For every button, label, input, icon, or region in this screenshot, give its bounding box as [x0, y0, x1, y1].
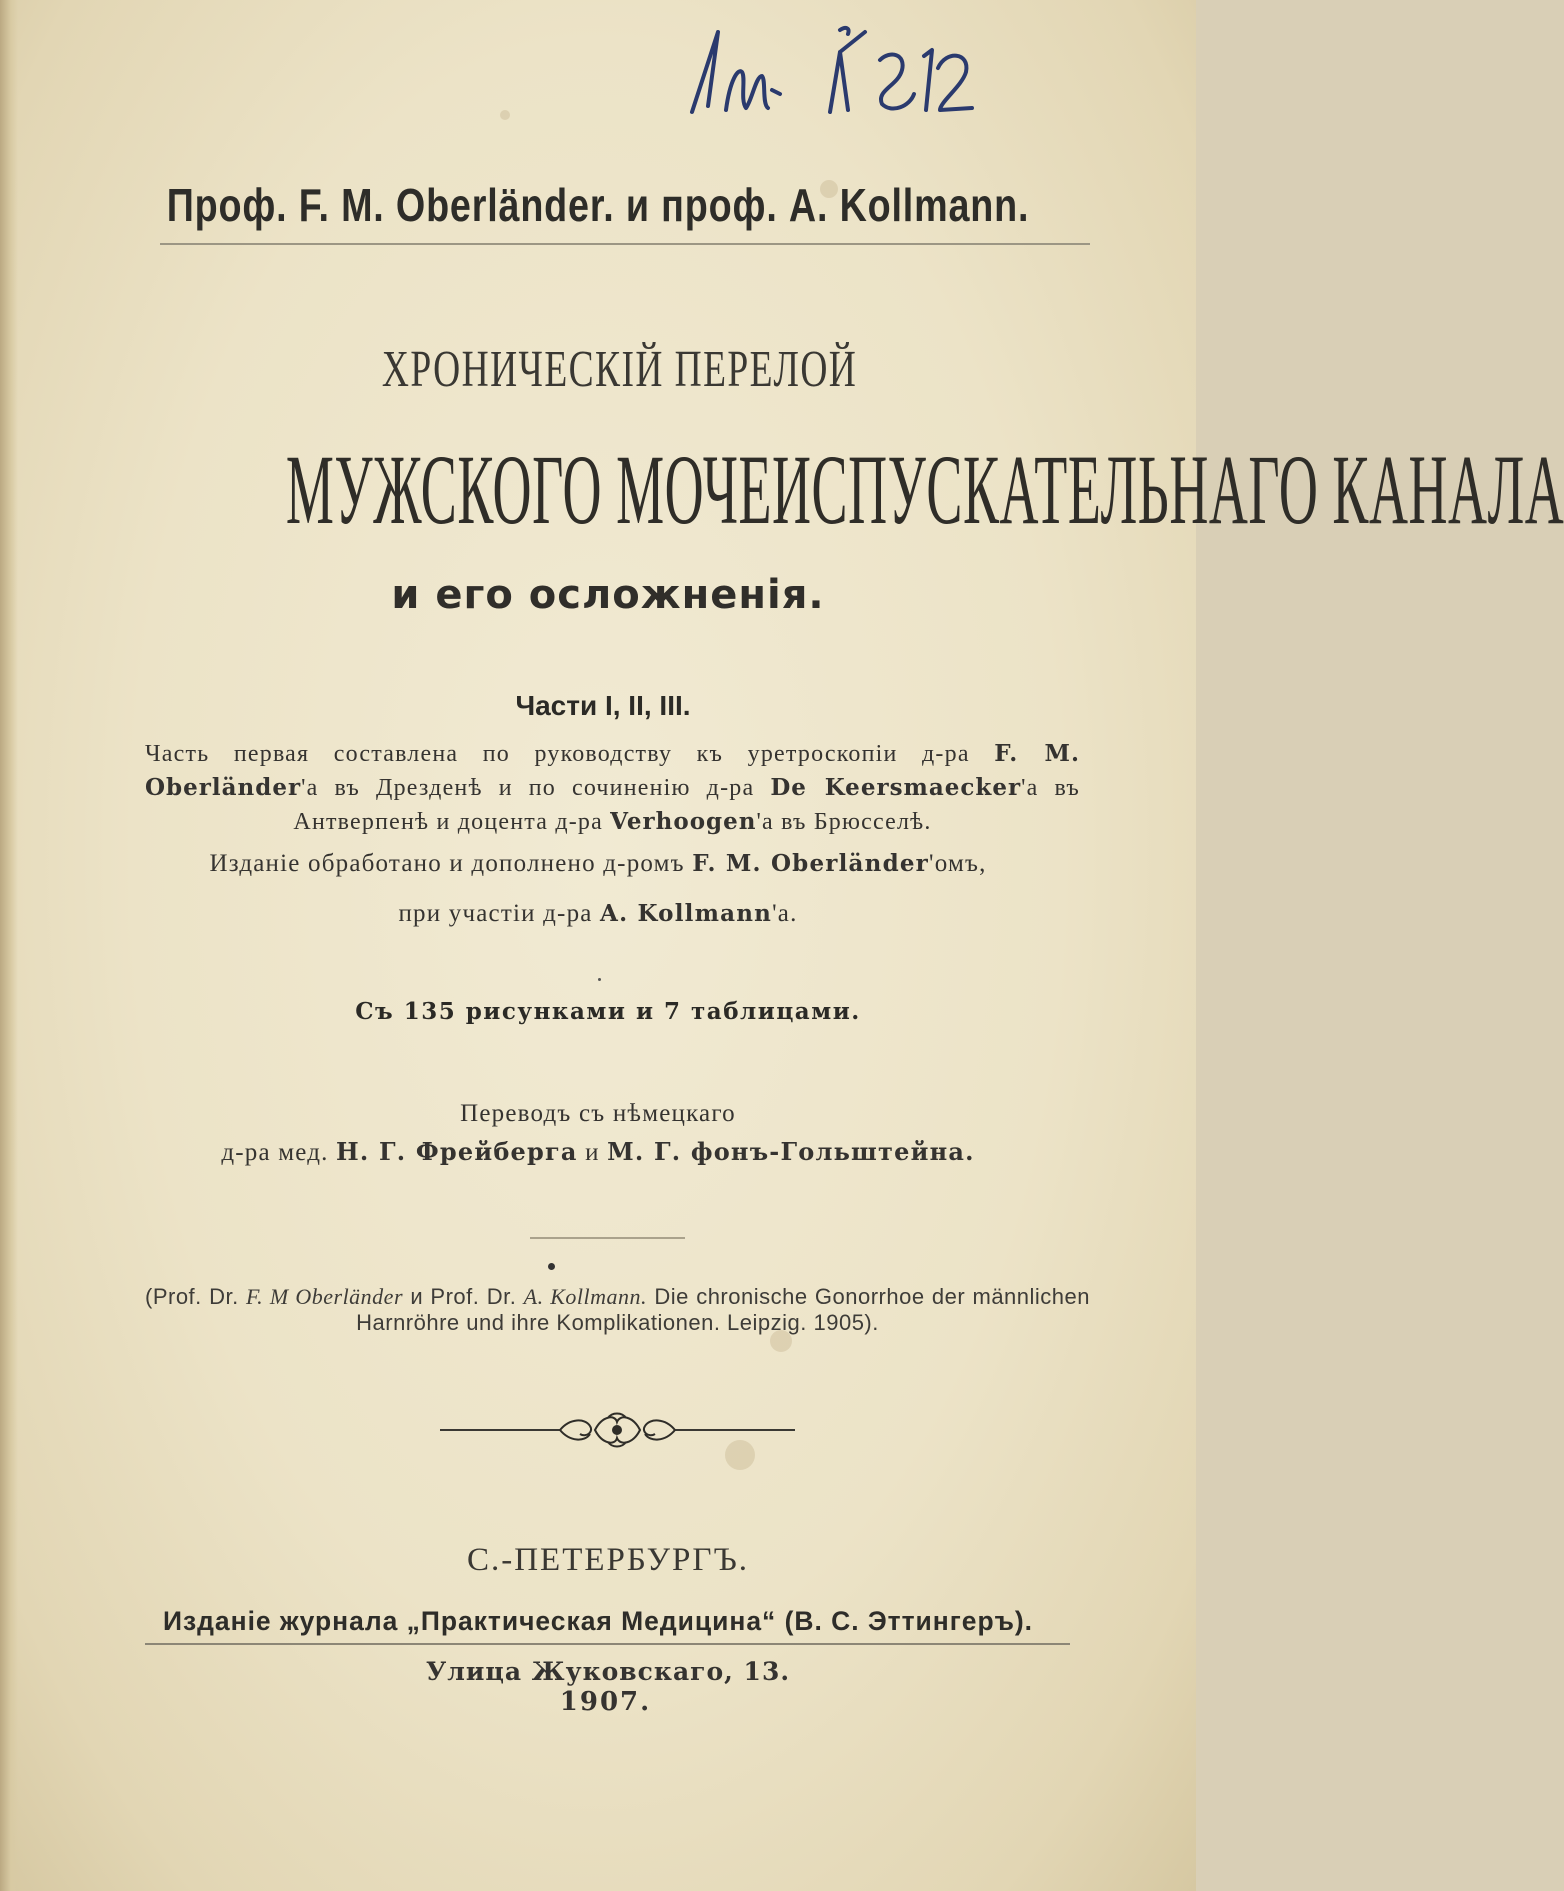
- text-run: 'а.: [772, 900, 798, 927]
- decorative-ornament: [440, 1410, 795, 1450]
- original-title-reference: [145, 1284, 1090, 1336]
- title-line-3: и его осложненія.: [391, 572, 825, 618]
- text-run: и Prof. Dr.: [403, 1284, 524, 1309]
- translation-note: Переводъ съ нѣмецкаго: [460, 1100, 736, 1127]
- divider-rule: [145, 1643, 1070, 1645]
- edition-note: [0, 850, 1196, 878]
- text-run: Часть первая составлена по руководству къ уретроскопіи д-ра: [145, 741, 995, 767]
- figures-note: Съ 135 рисунками и 7 таблицами.: [355, 998, 861, 1025]
- handwritten-inventory-mark: [670, 20, 1010, 130]
- author-name: De Keersmaecker: [770, 774, 1022, 801]
- divider-rule: [530, 1237, 685, 1239]
- text-run: (Prof. Dr.: [145, 1284, 247, 1309]
- imprint-city: С.-ПЕТЕРБУРГЪ.: [466, 1542, 750, 1578]
- participation-note: [0, 900, 1196, 928]
- ornament-dot: [598, 978, 601, 981]
- text-run: Изданіе обработано и дополнено д-ромъ: [209, 850, 693, 877]
- text-run: при участіи д-ра: [398, 900, 601, 927]
- author-name: Verhoogen: [610, 808, 757, 835]
- author-name: F. M. Oberländer: [145, 740, 1081, 801]
- divider-rule: [160, 243, 1090, 245]
- translator-name: М. Г. фонъ-Гольштейна.: [607, 1137, 975, 1166]
- parts-heading: Части I, II, III.: [515, 690, 691, 721]
- text-run: 'омъ,: [929, 850, 987, 877]
- title-line-1: ХРОНИЧЕСКІЙ ПЕРЕЛОЙ: [381, 341, 858, 398]
- text-run: д-ра мед.: [221, 1139, 337, 1166]
- text-run: Die chronische Gonorrhoe der männlichen Harnröhre und ihre Komplikationen. Leipzig. 1905).: [356, 1284, 1091, 1335]
- translator-name: Н. Г. Фрейберга: [336, 1137, 578, 1166]
- author-name: F. M. Oberländer: [692, 850, 930, 877]
- imprint-year: 1907.: [559, 1687, 652, 1717]
- translators-line: [0, 1137, 1196, 1167]
- paper-spot: [500, 110, 510, 120]
- imprint-publisher: Изданіе журнала „Практическая Медицина“ (В. С. Эттингеръ).: [163, 1606, 1033, 1636]
- ornament-dot: [548, 1263, 555, 1270]
- author-name: F. M Oberländer: [246, 1284, 404, 1309]
- author-name: A. Kollmann: [600, 900, 773, 927]
- imprint-street: Улица Жуковскаго, 13.: [425, 1657, 791, 1686]
- authors-line: Проф. F. M. Oberländer. и проф. A. Kollmann.: [166, 179, 1030, 231]
- title-line-2: МУЖСКОГО МОЧЕИСПУСКАТЕЛЬНАГО КАНАЛА: [285, 434, 1564, 545]
- text-run: 'а въ Дрезденѣ и по сочиненію д-ра: [301, 775, 771, 801]
- text-run: 'а въ Антверпенѣ и доцента д-ра: [293, 775, 1080, 835]
- author-name: A. Kollmann.: [523, 1284, 648, 1309]
- text-run: 'а въ Брюсселѣ.: [756, 809, 932, 835]
- part-one-description: [145, 737, 1080, 839]
- text-run: и: [577, 1139, 608, 1166]
